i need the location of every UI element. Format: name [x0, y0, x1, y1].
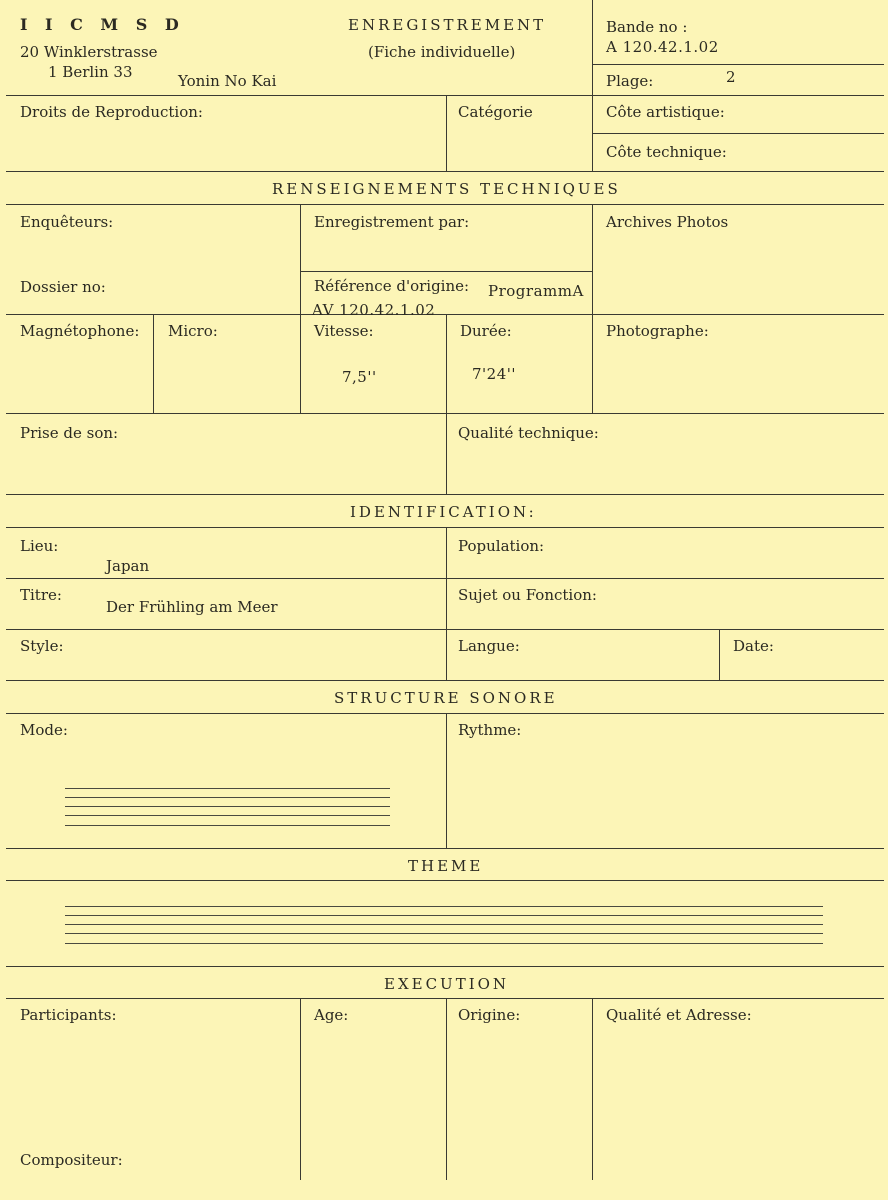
- bande-label: Bande no :: [606, 18, 688, 36]
- rule-ident-title-bottom: [6, 527, 884, 528]
- reference-label: Référence d'origine:: [314, 277, 470, 295]
- vitesse-label: Vitesse:: [314, 322, 374, 340]
- photographe-label: Photographe:: [606, 322, 709, 340]
- population-label: Population:: [458, 537, 545, 555]
- cote-artistique-label: Côte artistique:: [606, 103, 725, 121]
- micro-label: Micro:: [168, 322, 218, 340]
- reference-value-2: AV 120.42.1.02: [312, 301, 436, 319]
- participants-label: Participants:: [20, 1006, 117, 1024]
- mode-staff-line: [65, 825, 390, 826]
- rule-tech-row3-bottom: [6, 413, 884, 414]
- qualite-technique-label: Qualité technique:: [458, 424, 599, 442]
- vrule-date-left: [719, 629, 720, 680]
- droits-label: Droits de Reproduction:: [20, 103, 203, 121]
- plage-label: Plage:: [606, 72, 654, 90]
- vrule-exec-origine-left: [446, 998, 447, 1180]
- vrule-tech-col2: [300, 204, 301, 413]
- vrule-qualite-left: [446, 413, 447, 494]
- section-title-technical: RENSEIGNEMENTS TECHNIQUES: [272, 180, 621, 198]
- enregistrement-par-label: Enregistrement par:: [314, 213, 470, 231]
- vrule-micro-left: [153, 314, 154, 413]
- lieu-label: Lieu:: [20, 537, 59, 555]
- rule-exec-title-bottom: [6, 998, 884, 999]
- archives-photos-label: Archives Photos: [606, 213, 729, 231]
- categorie-label: Catégorie: [458, 103, 533, 121]
- rule-header-bottom: [6, 95, 884, 96]
- rule-cote: [592, 133, 884, 134]
- rule-theme-bottom: [6, 966, 884, 967]
- form-subtitle: (Fiche individuelle): [368, 43, 516, 61]
- mode-staff-line: [65, 806, 390, 807]
- vrule-categorie-left: [446, 95, 447, 171]
- rule-tech-title-bottom: [6, 204, 884, 205]
- style-label: Style:: [20, 637, 64, 655]
- age-label: Age:: [314, 1006, 349, 1024]
- vrule-ident-mid: [446, 527, 447, 680]
- institute-logo: I I C M S D: [20, 15, 185, 34]
- enqueteurs-label: Enquêteurs:: [20, 213, 114, 231]
- duree-label: Durée:: [460, 322, 512, 340]
- rule-rights-bottom: [6, 171, 884, 172]
- form-title: ENREGISTREMENT: [348, 16, 547, 34]
- rule-titre-bottom: [6, 629, 884, 630]
- mode-staff-line: [65, 788, 390, 789]
- section-title-structure: STRUCTURE SONORE: [334, 689, 558, 707]
- magnetophone-label: Magnétophone:: [20, 322, 140, 340]
- theme-staff-line: [65, 943, 823, 944]
- theme-staff-line: [65, 924, 823, 925]
- rule-mode-bottom: [6, 848, 884, 849]
- titre-value: Der Frühling am Meer: [106, 598, 278, 616]
- section-title-execution: EXECUTION: [384, 975, 510, 993]
- langue-label: Langue:: [458, 637, 520, 655]
- theme-staff-line: [65, 915, 823, 916]
- theme-staff-line: [65, 906, 823, 907]
- bande-value: A 120.42.1.02: [606, 38, 719, 56]
- dossier-label: Dossier no:: [20, 278, 106, 296]
- vitesse-value: 7,5'': [342, 368, 377, 386]
- rule-theme-title-bottom: [6, 880, 884, 881]
- prise-de-son-label: Prise de son:: [20, 424, 119, 442]
- rule-prise-bottom: [6, 494, 884, 495]
- section-title-identification: IDENTIFICATION:: [350, 503, 537, 521]
- rule-lieu-bottom: [6, 578, 884, 579]
- plage-value: 2: [726, 68, 736, 86]
- recording-title-handwritten: Yonin No Kai: [178, 72, 277, 90]
- mode-staff-line: [65, 797, 390, 798]
- lieu-value: Japan: [106, 557, 150, 575]
- mode-label: Mode:: [20, 721, 68, 739]
- theme-staff-line: [65, 933, 823, 934]
- cote-technique-label: Côte technique:: [606, 143, 727, 161]
- titre-label: Titre:: [20, 586, 62, 604]
- address-line-1: 20 Winklerstrasse: [20, 43, 158, 61]
- rule-style-bottom: [6, 680, 884, 681]
- vrule-tech-col4: [592, 204, 593, 413]
- rule-struct-title-bottom: [6, 713, 884, 714]
- duree-value: 7'24'': [472, 365, 517, 383]
- section-title-theme: THEME: [408, 857, 484, 875]
- reference-value-1: ProgrammA: [488, 282, 584, 300]
- date-label: Date:: [733, 637, 774, 655]
- qualite-adresse-label: Qualité et Adresse:: [606, 1006, 752, 1024]
- rule-bande-plage: [592, 64, 884, 65]
- vrule-exec-age-left: [300, 998, 301, 1180]
- rule-enreg-ref: [300, 271, 592, 272]
- vrule-duree-left: [446, 314, 447, 413]
- address-line-2: 1 Berlin 33: [48, 63, 133, 81]
- vrule-exec-qualite-left: [592, 998, 593, 1180]
- vrule-struct-mid: [446, 713, 447, 848]
- origine-label: Origine:: [458, 1006, 521, 1024]
- vrule-header-right: [592, 0, 593, 171]
- mode-staff-line: [65, 815, 390, 816]
- rule-tech-row2-bottom: [6, 314, 884, 315]
- compositeur-label: Compositeur:: [20, 1151, 123, 1169]
- rythme-label: Rythme:: [458, 721, 522, 739]
- sujet-label: Sujet ou Fonction:: [458, 586, 597, 604]
